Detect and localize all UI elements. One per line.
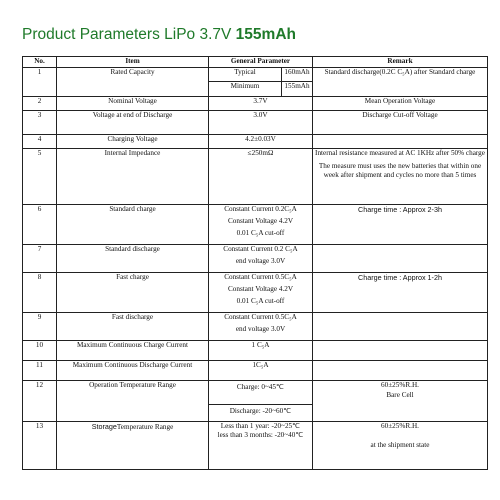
page-title <box>22 26 296 44</box>
row-item: Standard charge <box>57 205 209 245</box>
row-item: Charging Voltage <box>57 135 209 149</box>
row-remark <box>313 422 488 470</box>
remark-line-1: Internal resistance measured at AC 1KHz after 50% charge <box>315 149 485 157</box>
remark-line-1: 60±25%R.H. <box>381 381 419 389</box>
row-remark <box>313 313 488 341</box>
table-row <box>23 205 488 245</box>
row-item: Maximum Continuous Discharge Current <box>57 361 209 381</box>
param-line: end voltage 3.0V <box>235 257 286 265</box>
row-param: 3.7V <box>209 97 313 111</box>
table-row <box>23 381 488 422</box>
table-row <box>23 361 488 381</box>
row-item: Nominal Voltage <box>57 97 209 111</box>
row-remark: Standard discharge(0.2C C₅A) after Standard charge <box>313 68 488 97</box>
param-line: Constant Current 0.2C₅A <box>224 205 297 213</box>
param-line: Constant Current 0.5C₅A <box>224 313 297 321</box>
row-no: 10 <box>23 341 57 361</box>
table-row <box>23 111 488 135</box>
row-no: 5 <box>23 149 57 205</box>
row-no: 8 <box>23 273 57 313</box>
row-remark: Charge time : Approx 2-3h <box>313 205 488 245</box>
item-suffix: Temperature Range <box>116 423 174 431</box>
row-no: 2 <box>23 97 57 111</box>
row-item <box>57 422 209 470</box>
remark-line-2: at the shipment state <box>370 441 430 449</box>
param-line: Constant Current 0.2 C₅A <box>223 245 298 253</box>
param-line: 0.01 C₅A cut-off <box>236 297 285 305</box>
row-no: 6 <box>23 205 57 245</box>
header-item: Item <box>57 57 209 68</box>
parameters-table <box>22 56 488 470</box>
remark-line-1: 60±25%R.H. <box>381 422 419 430</box>
table-row <box>23 97 488 111</box>
item-prefix: Storage <box>91 422 117 431</box>
row-param <box>209 273 313 313</box>
header-no: No. <box>23 57 57 68</box>
minimum-label: Minimum <box>209 82 282 96</box>
row-item: Internal Impedance <box>57 149 209 205</box>
typical-label: Typical <box>209 68 282 81</box>
header-remark: Remark <box>313 57 488 68</box>
row-param: ≤250mΩ <box>209 149 313 205</box>
row-no: 13 <box>23 422 57 470</box>
param-line: Discharge: -20~60℃ <box>209 404 312 421</box>
row-item: Fast charge <box>57 273 209 313</box>
remark-line-2: The measure must uses the new batteries that within one week after shipment and cycles no more than 5 times <box>318 162 482 179</box>
row-param <box>209 381 313 422</box>
param-line: 0.01 C₅A cut-off <box>236 229 285 237</box>
table-row <box>23 273 488 313</box>
row-remark: Mean Operation Voltage <box>313 97 488 111</box>
table-row <box>23 135 488 149</box>
row-param <box>209 313 313 341</box>
row-no: 9 <box>23 313 57 341</box>
table-row <box>23 422 488 470</box>
param-line: Charge: 0~45℃ <box>236 383 285 391</box>
row-remark: Charge time : Approx 1-2h <box>313 273 488 313</box>
row-param: 3.0V <box>209 111 313 135</box>
row-item: Voltage at end of Discharge <box>57 111 209 135</box>
minimum-value: 155mAh <box>284 82 310 90</box>
param-line: less than 3 months: -20~40℃ <box>217 431 304 439</box>
param-line: Constant Current 0.5C₅A <box>224 273 297 281</box>
param-line: Less than 1 year: -20~25℃ <box>220 422 301 430</box>
row-remark: Discharge Cut-off Voltage <box>313 111 488 135</box>
row-param <box>209 422 313 470</box>
row-param: 4.2±0.03V <box>209 135 313 149</box>
title-capacity: 155mAh <box>235 26 296 43</box>
row-remark <box>313 361 488 381</box>
row-remark <box>313 135 488 149</box>
row-param <box>209 205 313 245</box>
param-line: Constant Voltage 4.2V <box>227 285 294 293</box>
row-no: 12 <box>23 381 57 422</box>
typical-value: 160mAh <box>284 68 310 76</box>
table-row <box>23 149 488 205</box>
param-line: end voltage 3.0V <box>235 325 286 333</box>
row-no: 11 <box>23 361 57 381</box>
table-row <box>23 341 488 361</box>
row-param: 1 C₅A <box>209 341 313 361</box>
header-param: General Parameter <box>209 57 313 68</box>
row-item: Maximum Continuous Charge Current <box>57 341 209 361</box>
row-remark <box>313 245 488 273</box>
table-header-row <box>23 57 488 68</box>
row-remark <box>313 341 488 361</box>
row-param: 1C₅A <box>209 361 313 381</box>
remark-line-2: Bare Cell <box>386 391 414 399</box>
table-row <box>23 68 488 97</box>
row-no: 4 <box>23 135 57 149</box>
row-item: Operation Temperature Range <box>57 381 209 422</box>
row-remark <box>313 381 488 422</box>
row-no: 1 <box>23 68 57 97</box>
row-param <box>209 245 313 273</box>
row-item: Rated Capacity <box>57 68 209 97</box>
param-line: Constant Voltage 4.2V <box>227 217 294 225</box>
row-item: Fast discharge <box>57 313 209 341</box>
row-item: Standard discharge <box>57 245 209 273</box>
title-prefix: Product Parameters LiPo 3.7V <box>22 26 236 43</box>
row-remark <box>313 149 488 205</box>
table-row <box>23 245 488 273</box>
row-param <box>209 68 313 97</box>
row-no: 7 <box>23 245 57 273</box>
table-row <box>23 313 488 341</box>
row-no: 3 <box>23 111 57 135</box>
